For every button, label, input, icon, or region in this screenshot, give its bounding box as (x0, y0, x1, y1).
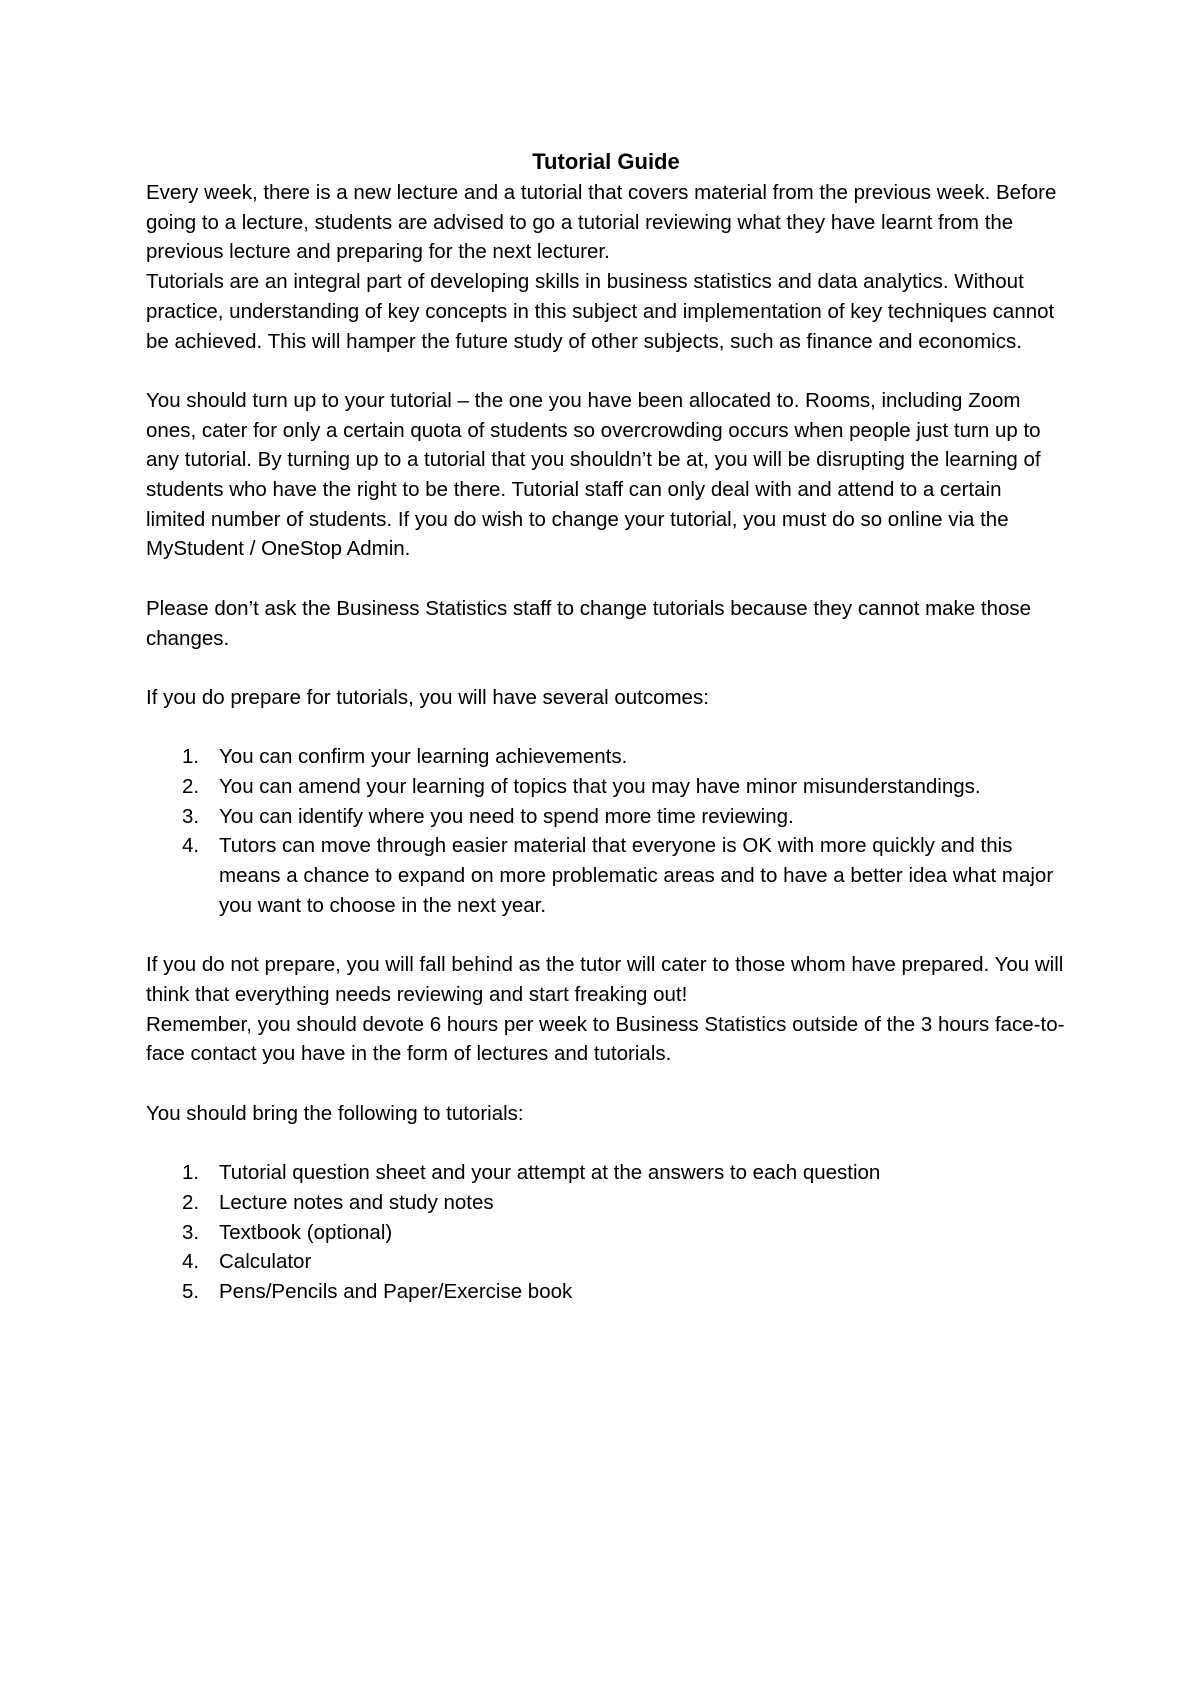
list-number: 3. (182, 804, 200, 828)
list-item-text: Tutorial question sheet and your attempt at the answers to each question (219, 1161, 881, 1185)
list-item (146, 742, 1066, 772)
list-item-text: Lecture notes and study notes (219, 1190, 494, 1214)
document-page (146, 146, 1066, 1307)
staff-note-paragraph: Please don’t ask the Business Statistics staff to change tutorials because they cannot make those changes. (146, 596, 1032, 650)
bring-intro: You should bring the following to tutorials: (146, 1101, 524, 1125)
intro-paragraph: Tutorials are an integral part of developing skills in business statistics and data analytics. Without practice, understanding of key concepts in this subject and implementation of key techniques cannot be achieved. This will hamper the future study of other subjects, such as finance and economics. (146, 270, 1055, 353)
list-item-text: Tutors can move through easier material that everyone is OK with more quickly and this means a chance to expand on more problematic areas and to have a better idea what major you want to choose in the next year. (219, 834, 1054, 917)
list-item (146, 831, 1066, 920)
list-item-text: Calculator (219, 1250, 312, 1274)
paragraph-spacer (146, 1069, 1066, 1099)
paragraph-spacer (146, 356, 1066, 386)
list-number: 4. (182, 1250, 200, 1274)
not-prepare-paragraph: If you do not prepare, you will fall behind as the tutor will cater to those whom have prepared. You will think that everything needs reviewing and start freaking out! (146, 953, 1064, 1006)
outcomes-intro: If you do prepare for tutorials, you will have several outcomes: (146, 685, 709, 709)
list-item (146, 1188, 1066, 1218)
page-title: Tutorial Guide (532, 149, 680, 174)
list-item-text: Textbook (optional) (219, 1220, 393, 1244)
list-number: 2. (182, 775, 200, 798)
attendance-paragraph: You should turn up to your tutorial – the one you have been allocated to. Rooms, including Zoom ones, cater for only a certain quota of students so overcrowding occurs when people just turn up to any tutorial. By turning up to a tutorial that you shouldn’t be at, you will be disrupting the learning of students who have the right to be there. Tutorial staff can only deal with and attend to a certain limited number of students. If you do wish to change your tutorial, you must do so online via the MyStudent / OneStop Admin. (146, 388, 1041, 561)
intro-paragraph: Every week, there is a new lecture and a tutorial that covers material from the previous week. Before going to a lecture, students are advised to go a tutorial reviewing what they have learnt from the previous lecture and preparing for the next lecturer. (146, 181, 1057, 264)
not-prepare-paragraph: Remember, you should devote 6 hours per week to Business Statistics outside of the 3 hours face-to-face contact you have in the form of lectures and tutorials. (146, 1012, 1065, 1066)
list-item-text: Pens/Pencils and Paper/Exercise book (219, 1279, 573, 1303)
list-number: 2. (182, 1190, 200, 1214)
list-item (146, 1218, 1066, 1248)
paragraph-spacer (146, 921, 1066, 951)
list-item-text: You can identify where you need to spend more time reviewing. (219, 804, 794, 828)
list-item (146, 772, 1066, 802)
list-number: 3. (182, 1220, 200, 1244)
list-number: 4. (182, 834, 200, 858)
list-item (146, 1277, 1066, 1307)
paragraph-spacer (146, 564, 1066, 594)
list-number: 1. (182, 1161, 200, 1185)
paragraph-spacer (146, 1128, 1066, 1158)
paragraph-spacer (146, 713, 1066, 743)
list-number: 1. (182, 745, 200, 769)
list-item-text: You can amend your learning of topics that you may have minor misunderstandings. (219, 775, 981, 798)
paragraph-spacer (146, 653, 1066, 683)
list-number: 5. (182, 1279, 200, 1303)
list-item (146, 802, 1066, 832)
outcomes-list (146, 742, 1066, 920)
bring-list (146, 1158, 1066, 1307)
list-item (146, 1158, 1066, 1188)
list-item (146, 1247, 1066, 1277)
list-item-text: You can confirm your learning achievements. (219, 745, 628, 769)
